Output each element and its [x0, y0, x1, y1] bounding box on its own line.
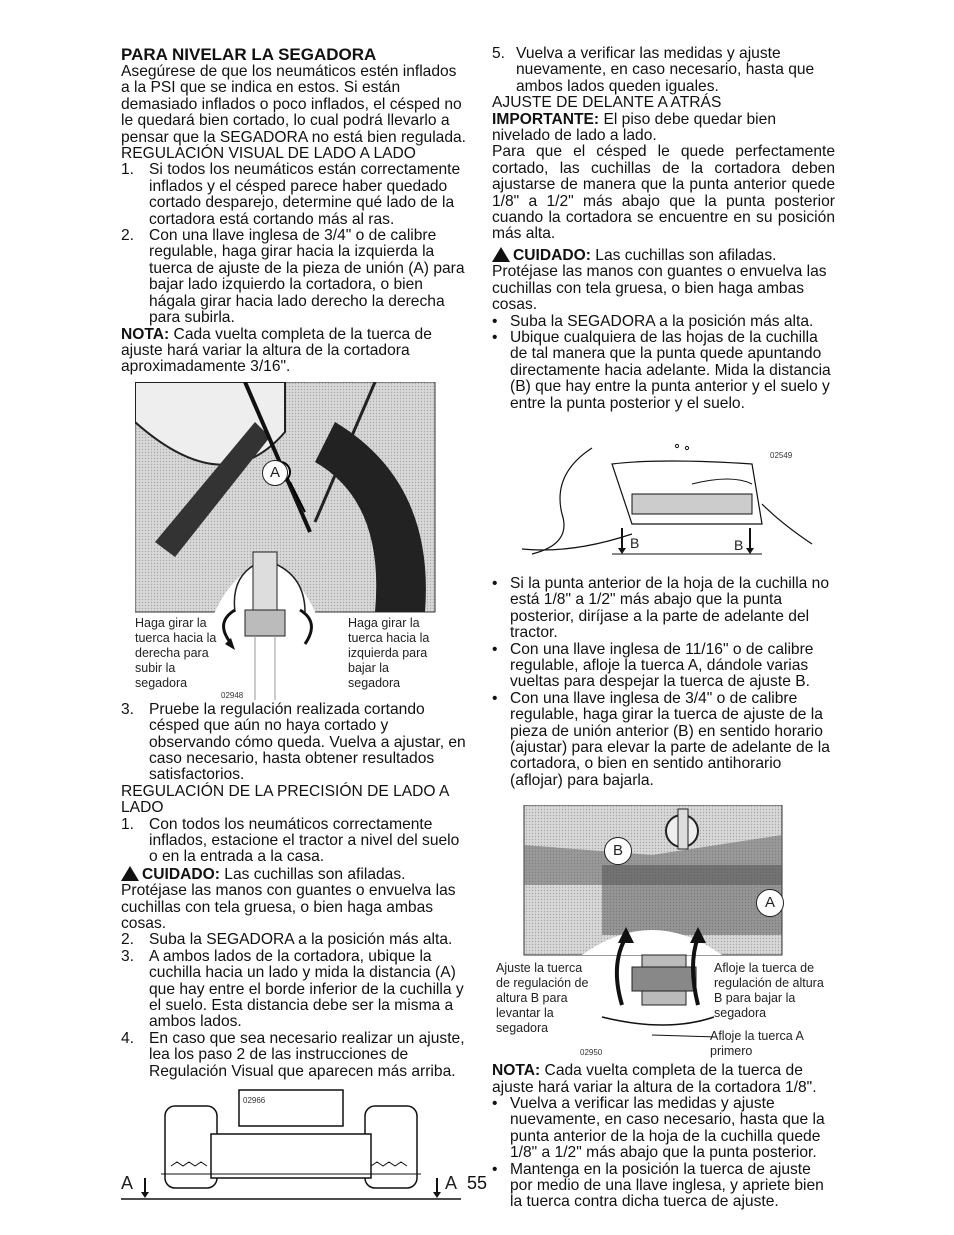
- subheading-visual: REGULACIÓN VISUAL DE LADO A LADO: [121, 145, 416, 163]
- subheading-front-back: AJUSTE DE DELANTE A ATRÁS: [492, 94, 722, 112]
- bullets-measure: [492, 314, 835, 412]
- steps-precision: [121, 932, 466, 1080]
- important-paragraph: IMPORTANTE: El piso debe quedar bien nivelado de lado a lado.: [492, 110, 776, 145]
- figure-number: 02966: [243, 1096, 266, 1106]
- section-title: PARA NIVELAR LA SEGADORA: [121, 45, 377, 64]
- left-column: [121, 46, 466, 1204]
- list-item: • Si la punta anterior de la hoja de la cuchilla no está 1/8" a 1/2" más abajo que la punta posterior, diríjase a la parte de adelante del tractor.: [492, 574, 830, 642]
- right-column: [492, 46, 835, 1211]
- explanation-paragraph: Para que el césped le quede perfectamente cortado, las cuchillas de la cortadora deben ajustarse de manera que la punta anterior quede 1/8" a 1/2" más abajo que la punta posterior cuando la cortadora se encuentre en su posición más alta.: [492, 143, 835, 243]
- list-item: • Con una llave inglesa de 3/4" o de calibre regulable, haga girar la tuerca de ajuste de la pieza de unión anterior (B) en sentido horario (ajustar) para elevar la parte de adelante de la cortadora, o bien en sentido antihorario (aflojar) para bajarla.: [492, 689, 830, 789]
- list-item: • Con una llave inglesa de 11/16" o de calibre regulable, afloje la tuerca A, dándole varias vueltas para despejar la tuerca de ajuste B.: [492, 640, 814, 691]
- subheading-precision: REGULACIÓN DE LA PRECISIÓN DE LADO A LADO: [121, 782, 449, 817]
- callout-a: A: [756, 889, 784, 917]
- note-paragraph: NOTA: Cada vuelta completa de la tuerca de ajuste hará variar la altura de la cortadora 1/8".: [492, 1062, 817, 1096]
- label-b-rear: B: [734, 536, 744, 553]
- list-item: • Ubique cualquiera de las hojas de la cuchilla de tal manera que la punta quede apuntando directamente hacia adelante. Mida la distancia (B) que hay entre la punta anterior y el suelo y entre la punta posterior y el suelo.: [492, 328, 831, 412]
- note-paragraph: NOTA: Cada vuelta completa de la tuerca de ajuste hará variar la altura de la cortadora aproximadamente 3/16".: [121, 325, 432, 376]
- caption-lower: Afloje la tuerca de regulación de altura B para bajar la segadora: [714, 961, 824, 1021]
- callout-b: B: [604, 837, 632, 865]
- figure-number: 02549: [770, 450, 793, 460]
- label-a-left: A: [121, 1173, 134, 1194]
- figure-adjust-nut: [135, 382, 453, 700]
- caution-paragraph: CUIDADO: Las cuchillas son afiladas. Protéjase las manos con guantes o envuelva las cuchillas con tela gruesa, o bien haga ambas cosas.: [121, 865, 456, 932]
- page-number: 55: [466, 1173, 488, 1193]
- step-item: 2. Con una llave inglesa de 3/4" o de calibre regulable, haga girar hacia la izquierda la tuerca de ajuste de la pieza de unión (A) para bajar lado izquierdo la cortadora, o bien hágala girar hacia lado derecho la derecha para subirla.: [121, 227, 465, 327]
- step-item: 3. A ambos lados de la cortadora, ubique la cuchilla hacia un lado y mida la distancia (A) que hay entre el borde inferior de la cuchilla y el suelo. Esta distancia debe ser la misma a ambos lados.: [121, 947, 464, 1031]
- step-item: 1. Con todos los neumáticos correctamente inflados, estacione el tractor a nivel del suelo o en la entrada a la casa.: [121, 815, 460, 866]
- label-b-front: B: [630, 534, 640, 551]
- caution-paragraph: CUIDADO: Las cuchillas son afiladas. Protéjase las manos con guantes o envuelva las cuchillas con tela gruesa, o bien haga ambas cosas.: [492, 246, 827, 314]
- step-item: 4. En caso que sea necesario realizar un ajuste, lea los paso 2 de las instrucciones de Regulación Visual que aparecen más arriba.: [121, 1029, 465, 1080]
- caption-turn-right: Haga girar la tuerca hacia la derecha para subir la segadora: [135, 615, 217, 690]
- figure-front-link: [492, 805, 835, 1057]
- figure-blade-measure: [512, 434, 832, 564]
- step-item: 2. Suba la SEGADORA a la posición más alta.: [121, 931, 453, 949]
- figure-number: 02948: [221, 690, 244, 700]
- caption-loosen-a: Afloje la tuerca A primero: [710, 1029, 804, 1059]
- intro-paragraph: Asegúrese de que los neumáticos estén inflados a la PSI que se indica en estos. Si están demasiado inflados o poco inflados, el césped no le quedará bien cortado, lo cual podrá llevarlo a pensar que la SEGADORA no está bien regulada.: [121, 63, 467, 146]
- caption-turn-left: Haga girar la tuerca hacia la izquierda para bajar la segadora: [348, 615, 430, 690]
- list-item: • Suba la SEGADORA a la posición más alta.: [492, 312, 814, 330]
- callout-a: A: [262, 460, 288, 486]
- label-a-right: A: [445, 1173, 458, 1194]
- warning-icon: [121, 866, 139, 881]
- warning-icon: [492, 247, 510, 262]
- step-item: 5. Vuelva a verificar las medidas y ajuste nuevamente, en caso necesario, hasta que ambos lados queden iguales.: [492, 45, 815, 95]
- list-item: • Mantenga en la posición la tuerca de ajuste por medio de una llave inglesa, y apriete bien la tuerca contra dicha tuerca de ajuste.: [492, 1160, 824, 1211]
- steps-test: [121, 702, 466, 784]
- step-item: 1. Si todos los neumáticos están correctamente inflados y el césped parece haber quedado cortado desparejo, determine qué lado de la cortadora está cortando más al ras.: [121, 161, 461, 228]
- steps-visual: [121, 162, 466, 326]
- caption-raise: Ajuste la tuerca de regulación de altura B para levantar la segadora: [496, 961, 589, 1036]
- list-item: • Vuelva a verificar las medidas y ajuste nuevamente, en caso necesario, hasta que la punta anterior de la hoja de la cuchilla quede 1/8" a 1/2" más abajo que la punta posterior.: [492, 1095, 825, 1162]
- bullets-adjust: [492, 576, 835, 789]
- step-item: 3. Pruebe la regulación realizada cortando césped que aún no haya cortado y observando cómo queda. Vuelva a ajustar, en caso necesario, hasta obtener resultados satisfactorios.: [121, 700, 466, 784]
- figure-number: 02950: [580, 1048, 603, 1058]
